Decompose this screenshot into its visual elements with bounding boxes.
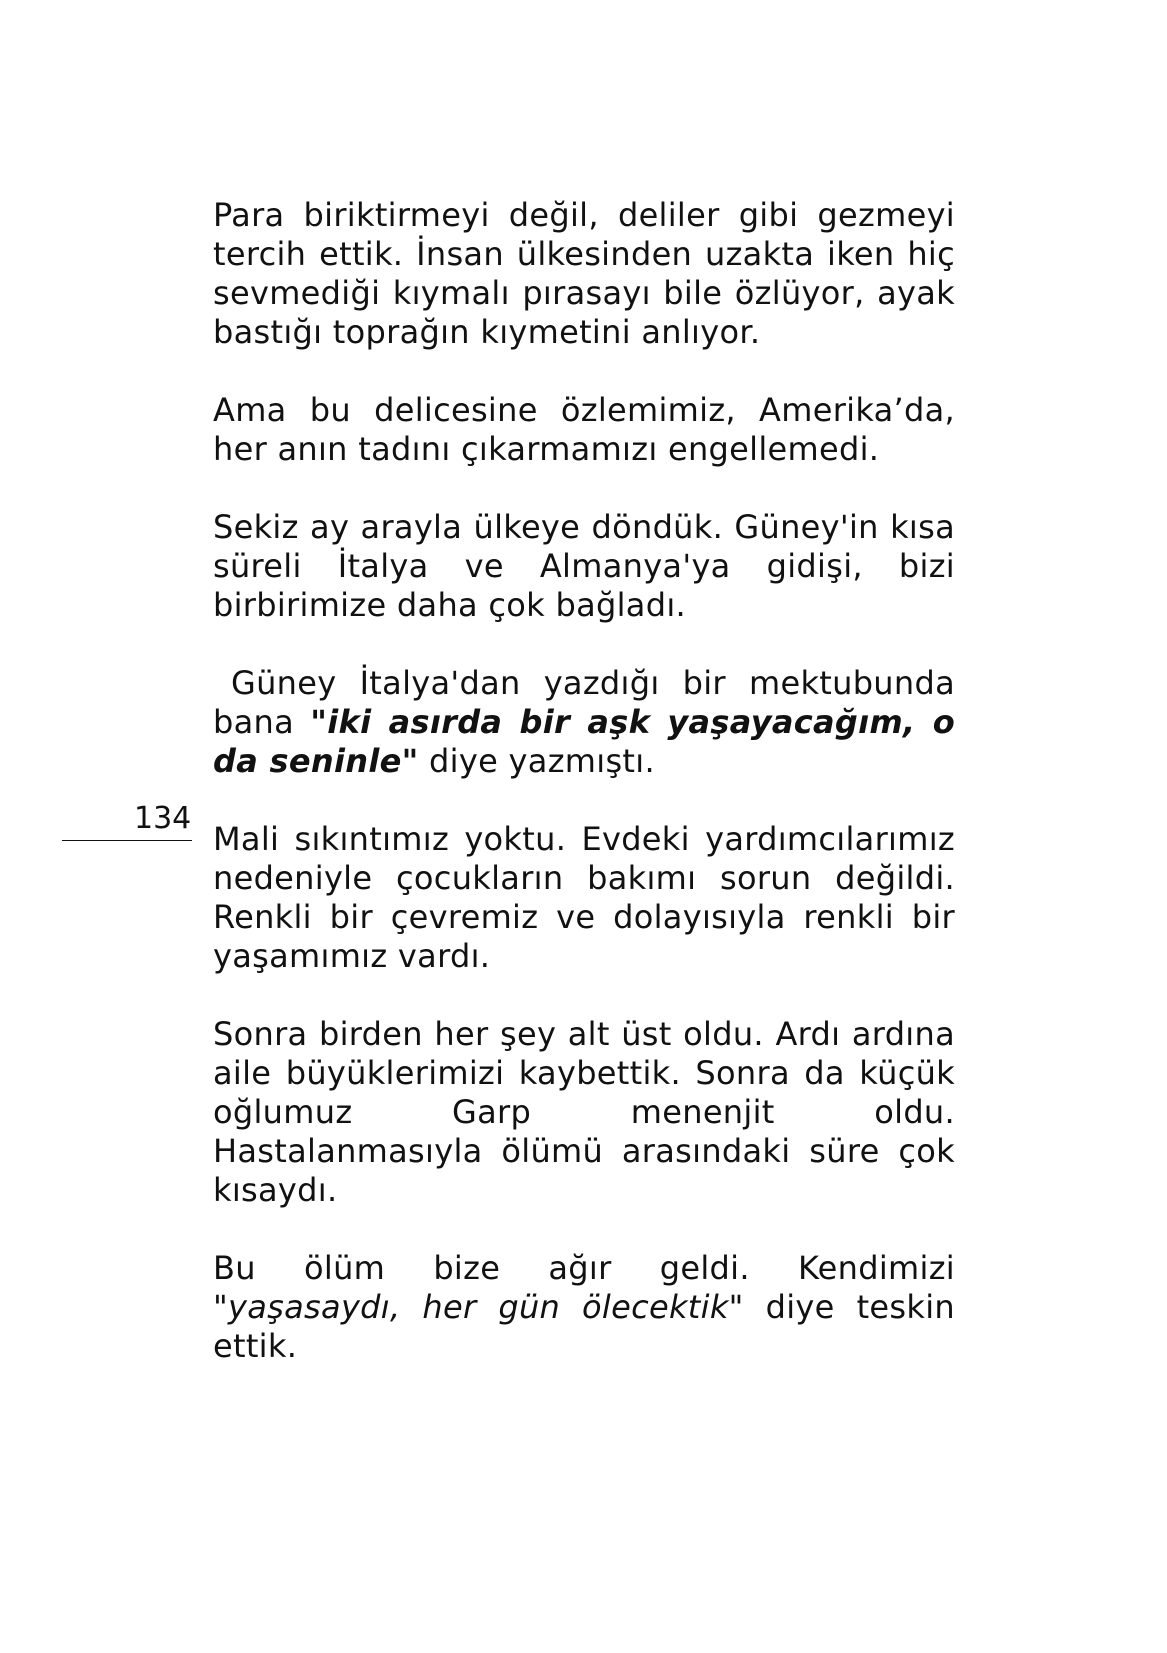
quote-text: iki asırda bir aşk yaşayacağım, o da seninle: [213, 703, 955, 780]
paragraph-3: Sekiz ay arayla ülkeye döndük. Güney'in kısa süreli İtalya ve Almanya'ya gidişi, bizi birbirimize daha çok bağladı.: [213, 508, 955, 624]
paragraph-4: [213, 664, 955, 781]
quote-close-mark: ": [728, 1288, 744, 1326]
paragraph-7-text-before: Bu ölüm bize ağır geldi. Kendimizi: [213, 1249, 955, 1287]
quote-text: yaşasaydı, her gün ölecektik: [228, 1288, 729, 1326]
paragraph-4-text-before: Güney İtalya'dan yazdığı bir mektubunda bana: [213, 664, 955, 741]
body-text: [213, 196, 955, 1405]
page-number-rule: [62, 840, 192, 841]
quote-open-mark: ": [213, 1288, 229, 1326]
paragraph-4-text-after: diye yazmıştı.: [418, 742, 655, 780]
paragraph-5: Mali sıkıntımız yoktu. Evdeki yardımcılarımız nedeniyle çocukların bakımı sorun değildi. Renkli bir çevremiz ve dolayısıyla renkli bir yaşamımız vardı.: [213, 820, 955, 975]
quote-close-mark: ": [401, 742, 419, 780]
paragraph-7-text-after: diye teskin ettik.: [213, 1288, 955, 1365]
paragraph-2: Ama bu delicesine özlemimiz, Amerika’da, her anın tadını çıkarmamızı engellemedi.: [213, 391, 955, 468]
page-number: 134: [134, 801, 192, 836]
paragraph-1: Para biriktirmeyi değil, deliler gibi gezmeyi tercih ettik. İnsan ülkesinden uzakta iken hiç sevmediği kıymalı pırasayı bile özlüyor, ayak bastığı toprağın kıymetini anlıyor.: [213, 196, 955, 351]
paragraph-7: [213, 1249, 955, 1366]
quote-open-mark: ": [310, 703, 328, 741]
paragraph-6: Sonra birden her şey alt üst oldu. Ardı ardına aile büyüklerimizi kaybettik. Sonra da küçük oğlumuz Garp menenjit oldu. Hastalanmasıyla ölümü arasındaki süre çok kısaydı.: [213, 1015, 955, 1209]
